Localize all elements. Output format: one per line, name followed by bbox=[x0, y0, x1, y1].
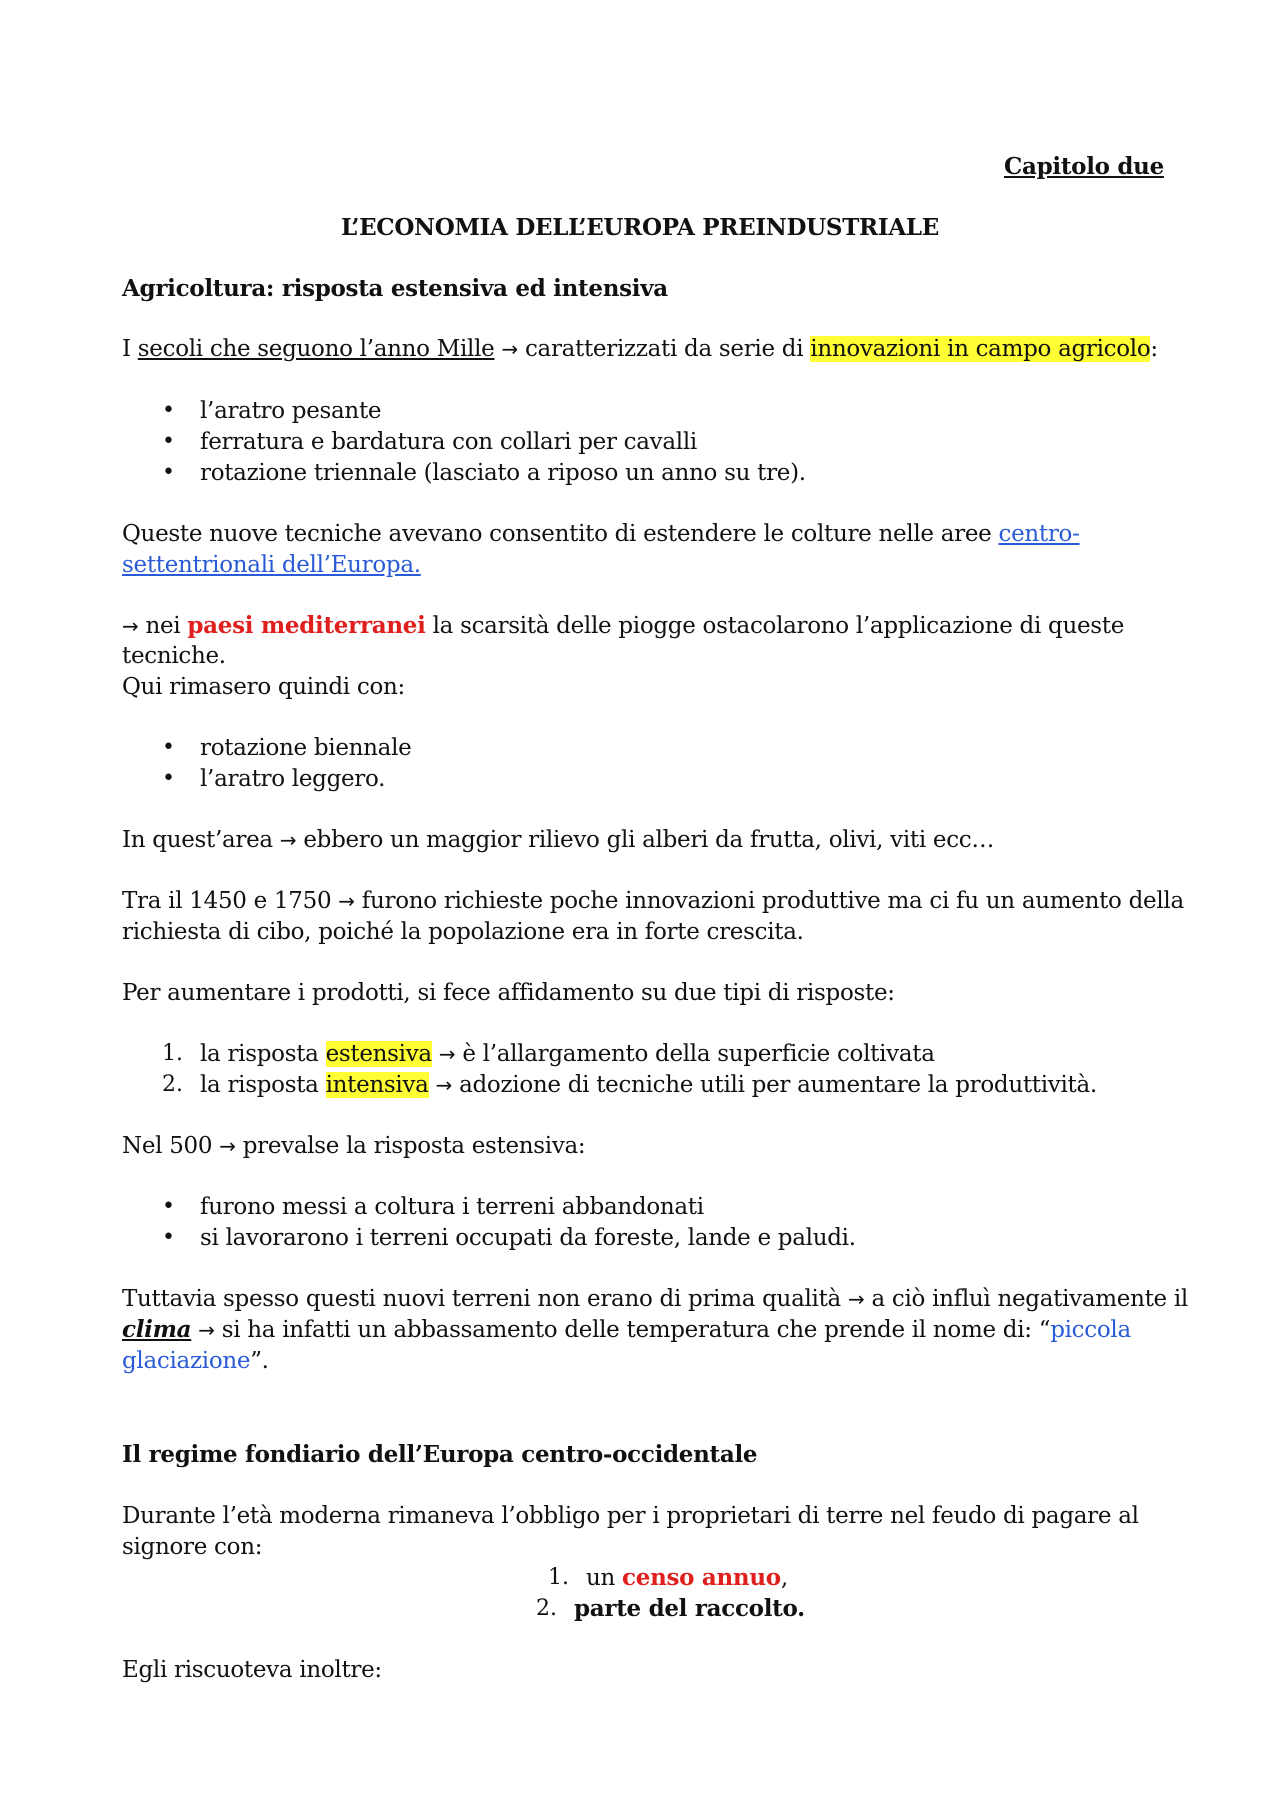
list-item: l’aratro leggero. bbox=[200, 766, 386, 792]
arrow-icon: → bbox=[847, 1287, 865, 1311]
chapter-label: Capitolo due bbox=[1004, 153, 1164, 180]
list-number: 1. bbox=[162, 1041, 183, 1066]
paragraph-obbligo: Durante l’età moderna rimaneva l’obbligo per i proprietari di terre nel feudo di pagare al bbox=[122, 1503, 1139, 1529]
link-settentrionali[interactable]: settentrionali dell’Europa. bbox=[122, 552, 421, 578]
paragraph-area: In quest’area → ebbero un maggior rilievo gli alberi da frutta, olivi, viti ecc… bbox=[122, 827, 995, 853]
paragraph-mediterranei: → nei paesi mediterranei la scarsità delle piogge ostacolarono l’applicazione di queste bbox=[122, 612, 1125, 639]
arrow-icon: → bbox=[338, 889, 355, 913]
paragraph-risposte: Per aumentare i prodotti, si fece affidamento su due tipi di risposte: bbox=[122, 980, 895, 1006]
section-heading-regime: Il regime fondiario dell’Europa centro-occidentale bbox=[122, 1441, 758, 1468]
arrow-icon: → bbox=[279, 828, 297, 852]
bullet-icon: • bbox=[162, 429, 175, 454]
bullet-icon: • bbox=[162, 766, 175, 791]
bullet-icon: • bbox=[162, 735, 175, 760]
paragraph-line: richiesta di cibo, poiché la popolazione era in forte crescita. bbox=[122, 919, 804, 945]
list-item: rotazione triennale (lasciato a riposo un anno su tre). bbox=[200, 460, 806, 486]
list-item: si lavorarono i terreni occupati da foreste, lande e paludi. bbox=[200, 1225, 856, 1251]
list-item: ferratura e bardatura con collari per cavalli bbox=[200, 429, 697, 455]
link-centro[interactable]: centro- bbox=[998, 521, 1080, 547]
paragraph-line: tecniche. bbox=[122, 643, 226, 669]
list-item: rotazione biennale bbox=[200, 735, 412, 761]
list-item: la risposta intensiva → adozione di tecniche utili per aumentare la produttività. bbox=[200, 1072, 1097, 1098]
paragraph-line: glaciazione”. bbox=[122, 1348, 269, 1374]
paragraph-tuttavia: Tuttavia spesso questi nuovi terreni non erano di prima qualità → a ciò influì negativamente il bbox=[122, 1286, 1188, 1312]
list-item: parte del raccolto. bbox=[574, 1595, 805, 1622]
bullet-icon: • bbox=[162, 398, 175, 423]
arrow-icon: → bbox=[501, 337, 518, 361]
page-title: L’ECONOMIA DELL’EUROPA PREINDUSTRIALE bbox=[341, 214, 939, 241]
bullet-icon: • bbox=[162, 1225, 175, 1250]
paragraph-mille: I secoli che seguono l’anno Mille → caratterizzati da serie di innovazioni in campo agricolo: bbox=[122, 336, 1158, 362]
list-number: 2. bbox=[536, 1596, 557, 1621]
arrow-icon: → bbox=[219, 1134, 236, 1158]
list-item: un censo annuo, bbox=[586, 1564, 788, 1591]
list-item: furono messi a coltura i terreni abbandonati bbox=[200, 1194, 704, 1220]
list-number: 1. bbox=[548, 1565, 569, 1590]
paragraph-line: Qui rimasero quindi con: bbox=[122, 674, 405, 700]
link-piccola[interactable]: piccola bbox=[1050, 1317, 1131, 1343]
paragraph-1450: Tra il 1450 e 1750 → furono richieste poche innovazioni produttive ma ci fu un aumento della bbox=[122, 888, 1184, 914]
arrow-icon: → bbox=[438, 1042, 456, 1066]
list-number: 2. bbox=[162, 1072, 183, 1097]
list-item: l’aratro pesante bbox=[200, 398, 382, 424]
paragraph-line: signore con: bbox=[122, 1534, 263, 1560]
bullet-icon: • bbox=[162, 1194, 175, 1219]
list-item: la risposta estensiva → è l’allargamento della superficie coltivata bbox=[200, 1041, 935, 1067]
paragraph-line: clima → si ha infatti un abbassamento delle temperatura che prende il nome di: “piccola bbox=[122, 1316, 1131, 1343]
arrow-icon: → bbox=[435, 1073, 453, 1097]
arrow-icon: → bbox=[198, 1318, 215, 1342]
paragraph-500: Nel 500 → prevalse la risposta estensiva: bbox=[122, 1133, 586, 1159]
section-heading-agricoltura: Agricoltura: risposta estensiva ed intensiva bbox=[122, 275, 668, 302]
paragraph-tecniche: Queste nuove tecniche avevano consentito di estendere le colture nelle aree centro- bbox=[122, 521, 1080, 547]
bullet-icon: • bbox=[162, 460, 175, 485]
paragraph-riscuoteva: Egli riscuoteva inoltre: bbox=[122, 1657, 382, 1683]
link-glaciazione[interactable]: glaciazione bbox=[122, 1348, 251, 1374]
arrow-icon: → bbox=[122, 614, 139, 638]
